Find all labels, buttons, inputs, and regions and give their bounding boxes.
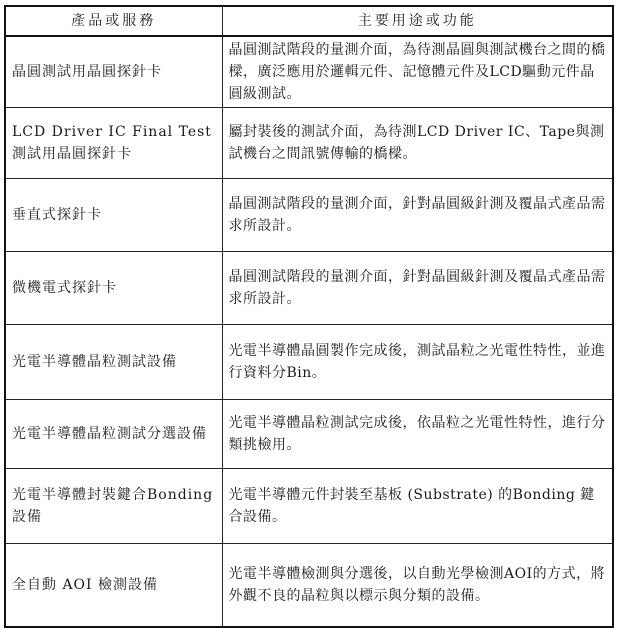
table-row [5,179,613,252]
usage-cell: 光電半導體檢測與分選後，以自動光學檢測AOI的方式，將外觀不良的晶粒與以標示與分類的設備。 [222,544,613,628]
usage-cell: 晶圓測試階段的量測介面，針對晶圓級針測及覆晶式產品需求所設計。 [222,252,613,325]
table-row [5,325,613,400]
product-cell: 晶圓測試用晶圓探針卡 [5,36,222,108]
product-cell: 垂直式探針卡 [5,179,222,252]
usage-cell: 屬封裝後的測試介面，為待測LCD Driver IC、Tape與測試機台之間訊號傳輸的橋樑。 [222,108,613,179]
header-usage: 主要用途或功能 [222,6,613,36]
table-row [5,400,613,469]
header-row [5,6,613,36]
table-row [5,252,613,325]
product-cell: 光電半導體封裝鍵合Bonding設備 [5,469,222,544]
table-body [5,36,613,627]
table-row [5,108,613,179]
product-cell: 全自動 AOI 檢測設備 [5,544,222,628]
product-cell: LCD Driver IC Final Test測試用晶圓探針卡 [5,108,222,179]
usage-cell: 光電半導體晶粒測試完成後，依晶粒之光電性特性，進行分類挑檢用。 [222,400,613,469]
product-cell: 微機電式探針卡 [5,252,222,325]
product-table [4,5,614,628]
product-cell: 光電半導體晶粒測試分選設備 [5,400,222,469]
table-header [5,6,613,36]
table-row [5,36,613,108]
product-cell: 光電半導體晶粒測試設備 [5,325,222,400]
usage-cell: 晶圓測試階段的量測介面，為待測晶圓與測試機台之間的橋樑，廣泛應用於邏輯元件、記憶體元件及LCD驅動元件晶圓級測試。 [222,36,613,108]
table-row [5,544,613,628]
header-product: 產品或服務 [5,6,222,36]
usage-cell: 晶圓測試階段的量測介面，針對晶圓級針測及覆晶式產品需求所設計。 [222,179,613,252]
usage-cell: 光電半導體晶圓製作完成後，測試晶粒之光電性特性，並進行資料分Bin。 [222,325,613,400]
usage-cell: 光電半導體元件封裝至基板 (Substrate) 的Bonding 鍵合設備。 [222,469,613,544]
table-row [5,469,613,544]
